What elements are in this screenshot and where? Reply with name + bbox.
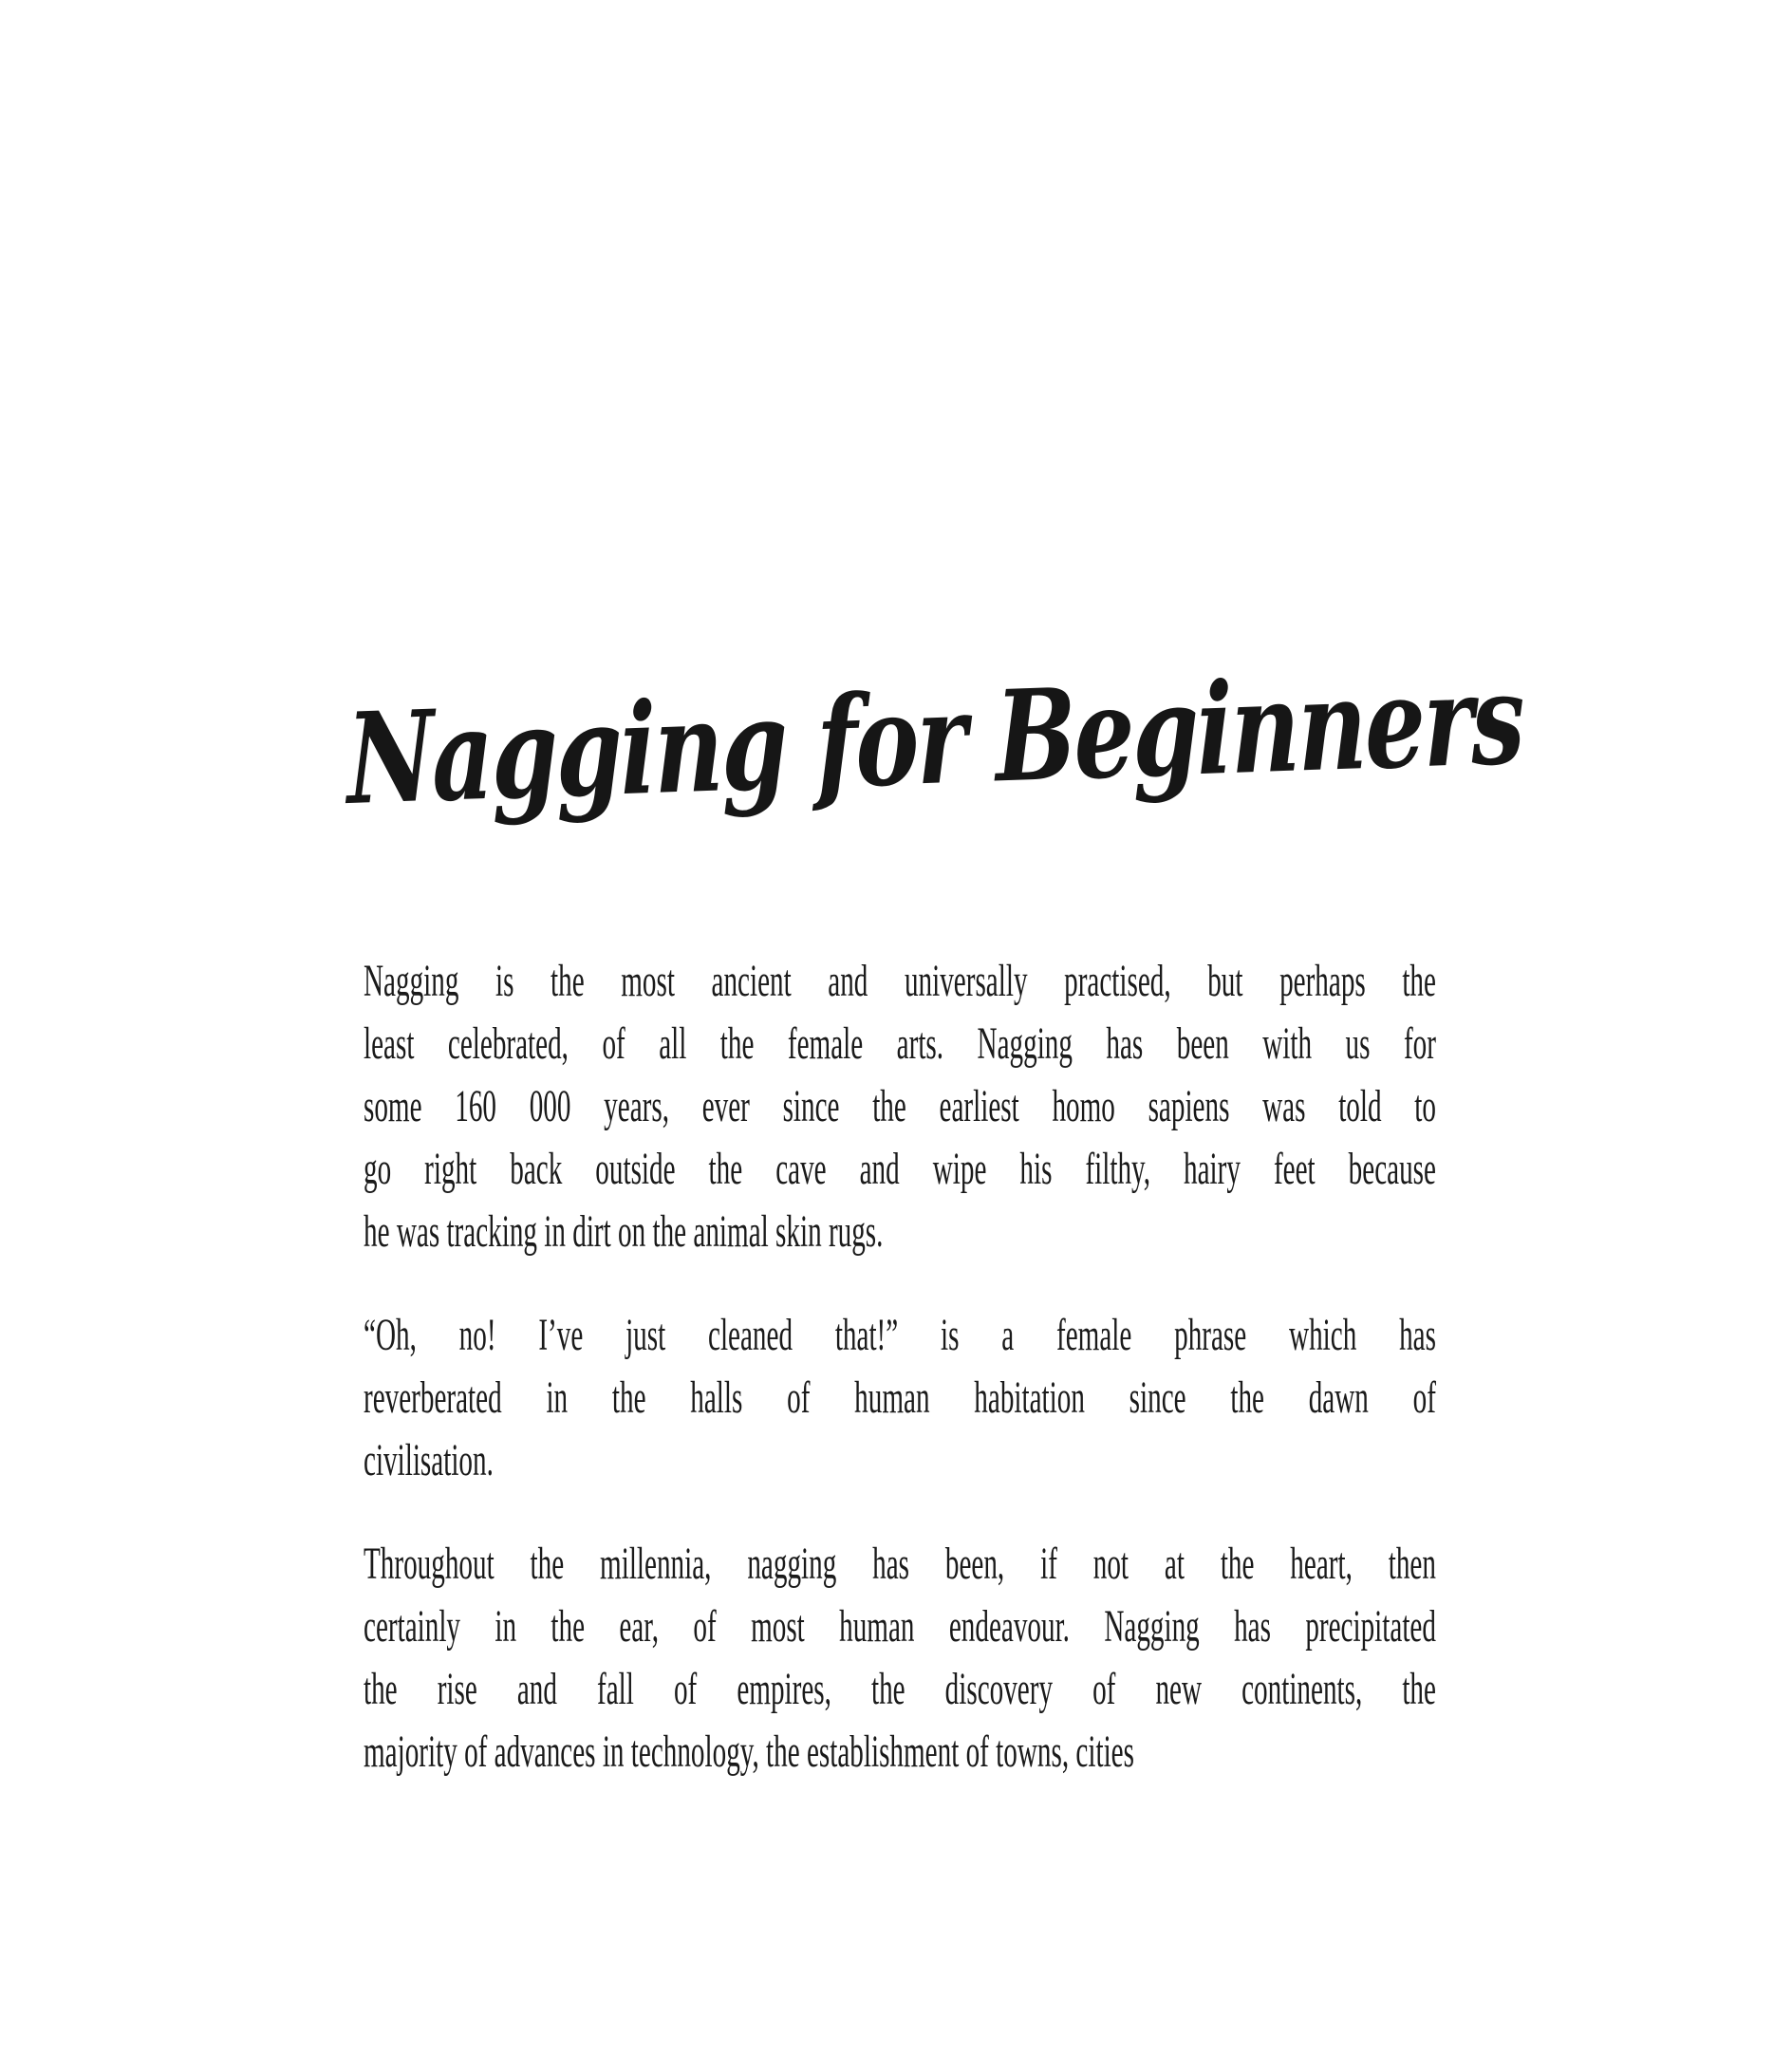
body-line: least celebrated, of all the female arts. Nagging has been with us for: [364, 1018, 1436, 1069]
body-line: he was tracking in dirt on the animal skin rugs.: [364, 1206, 884, 1257]
body-line: reverberated in the halls of human habitation since the dawn of: [364, 1372, 1436, 1423]
body-line: go right back outside the cave and wipe his filthy, hairy feet because: [364, 1144, 1436, 1194]
body-line: Nagging is the most ancient and universally practised, but perhaps the: [364, 956, 1436, 1006]
body-line: the rise and fall of empires, the discovery of new continents, the: [364, 1664, 1436, 1714]
body-line: civilisation.: [364, 1435, 494, 1485]
chapter-title: Nagging for Beginners: [345, 645, 1524, 833]
paragraph-1: [364, 950, 1436, 1263]
body-line: certainly in the ear, of most human endeavour. Nagging has precipitated: [364, 1601, 1436, 1652]
body-line: some 160 000 years, ever since the earliest homo sapiens was told to: [364, 1081, 1436, 1131]
body-text: [364, 950, 1436, 1783]
paragraph-3: [364, 1533, 1436, 1783]
body-line: majority of advances in technology, the establishment of towns, cities: [364, 1727, 1134, 1777]
body-line: Throughout the millennia, nagging has been, if not at the heart, then: [364, 1539, 1436, 1589]
paragraph-2: [364, 1304, 1436, 1492]
body-line: “Oh, no! I’ve just cleaned that!” is a female phrase which has: [364, 1310, 1436, 1360]
